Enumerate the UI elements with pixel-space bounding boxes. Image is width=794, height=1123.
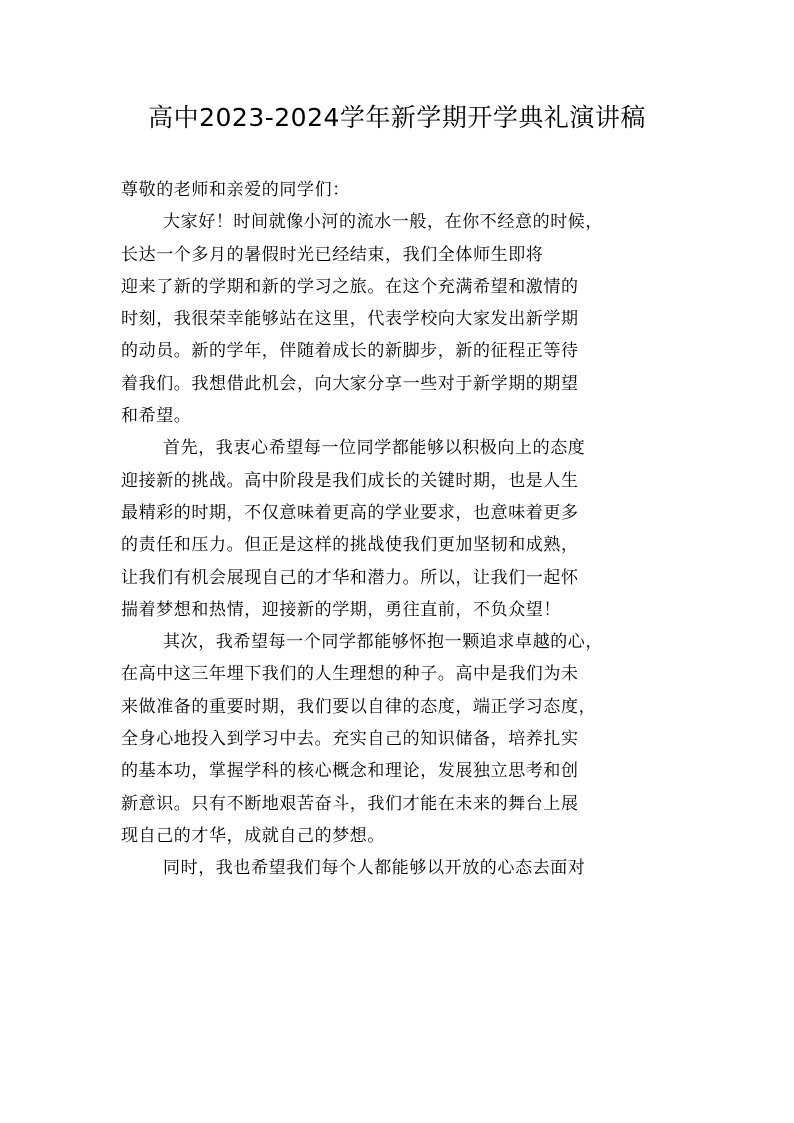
text-line: 同时，我也希望我们每个人都能够以开放的心态去面对 [163, 858, 586, 879]
text-line: 的基本功，掌握学科的核心概念和理论，发展独立思考和创 [121, 761, 579, 782]
text-line: 和希望。 [121, 406, 192, 427]
document-title: 高中2023-2024学年新学期开学典礼演讲稿 [148, 103, 646, 132]
text-line: 时刻，我很荣幸能够站在这里，代表学校向大家发出新学期 [121, 309, 579, 330]
text-line: 最精彩的时期，不仅意味着更高的学业要求，也意味着更多 [121, 502, 579, 523]
text-line: 的责任和压力。但正是这样的挑战使我们更加坚韧和成熟， [121, 535, 579, 556]
text-line: 的动员。新的学年，伴随着成长的新脚步，新的征程正等待 [121, 341, 579, 362]
text-line: 着我们。我想借此机会，向大家分享一些对于新学期的期望 [121, 373, 579, 394]
text-line: 长达一个多月的暑假时光已经结束，我们全体师生即将 [121, 244, 544, 265]
text-line: 首先，我衷心希望每一位同学都能够以积极向上的态度 [163, 438, 586, 459]
document-body [121, 174, 681, 885]
text-line: 揣着梦想和热情，迎接新的学期，勇往直前，不负众望！ [121, 599, 561, 620]
text-line: 新意识。只有不断地艰苦奋斗，我们才能在未来的舞台上展 [121, 793, 579, 814]
text-line: 迎来了新的学期和新的学习之旅。在这个充满希望和激情的 [121, 276, 579, 297]
text-line: 在高中这三年埋下我们的人生理想的种子。高中是我们为未 [121, 664, 579, 685]
text-line: 全身心地投入到学习中去。充实自己的知识储备，培养扎实 [121, 729, 579, 750]
text-line: 迎接新的挑战。高中阶段是我们成长的关键时期，也是人生 [121, 470, 579, 491]
text-line: 来做准备的重要时期，我们要以自律的态度，端正学习态度， [121, 696, 597, 717]
text-line: 大家好！时间就像小河的流水一般，在你不经意的时候， [163, 212, 603, 233]
text-line: 让我们有机会展现自己的才华和潜力。所以，让我们一起怀 [121, 567, 579, 588]
text-line: 现自己的才华，成就自己的梦想。 [121, 825, 385, 846]
text-line: 尊敬的老师和亲爱的同学们： [121, 180, 350, 200]
text-line: 其次，我希望每一个同学都能够怀抱一颗追求卓越的心， [163, 632, 603, 653]
